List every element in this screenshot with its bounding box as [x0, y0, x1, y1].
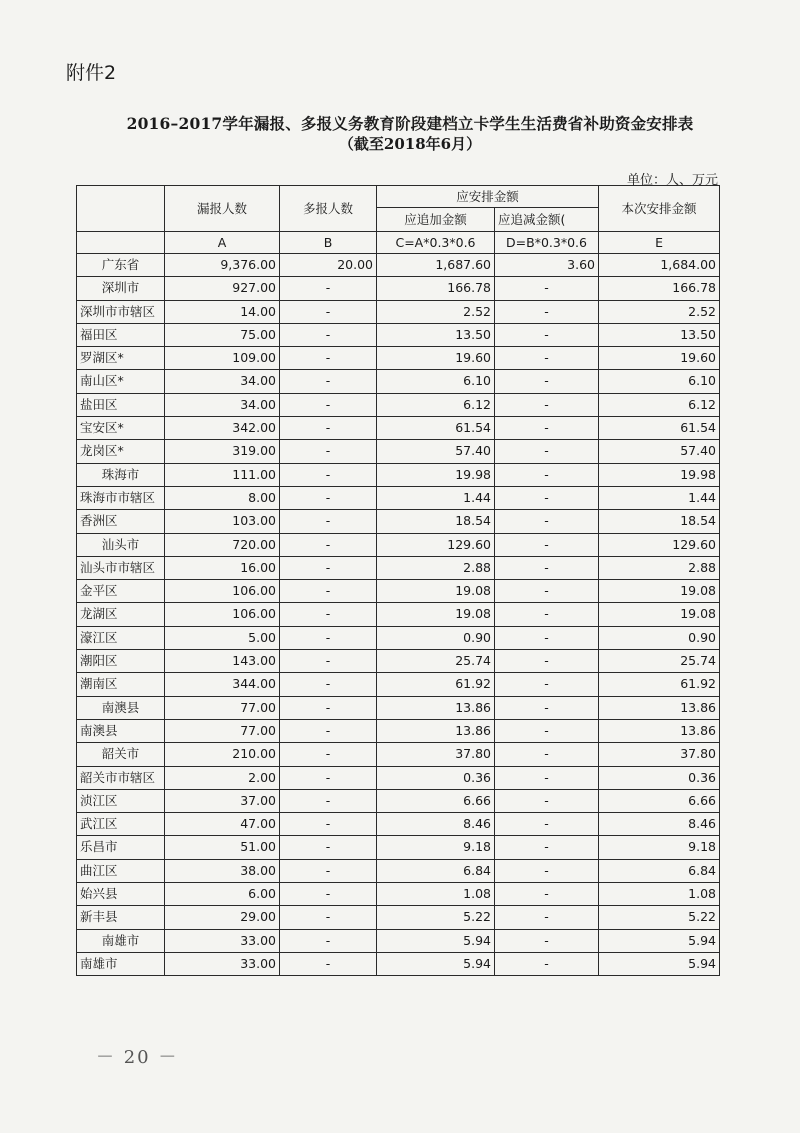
cell-a: 106.00 — [165, 603, 280, 626]
header-group: 应安排金额 — [377, 186, 599, 208]
table-row — [77, 347, 720, 370]
header-e: 本次安排金额 — [599, 186, 720, 232]
table-row — [77, 254, 720, 277]
region-name: 南雄市 — [77, 952, 165, 975]
cell-a: 14.00 — [165, 300, 280, 323]
cell-d: - — [495, 673, 599, 696]
table-body — [77, 186, 720, 976]
cell-d: - — [495, 556, 599, 579]
region-name: 福田区 — [77, 323, 165, 346]
cell-b: - — [280, 370, 377, 393]
unit-note: 单位：人、万元 — [626, 173, 718, 188]
cell-c: 9.18 — [377, 836, 495, 859]
cell-b: - — [280, 323, 377, 346]
cell-d: - — [495, 929, 599, 952]
region-name: 罗湖区* — [77, 347, 165, 370]
cell-e: 2.88 — [599, 556, 720, 579]
formula-row — [77, 232, 720, 254]
cell-c: 19.98 — [377, 463, 495, 486]
cell-c: 6.66 — [377, 789, 495, 812]
table-row — [77, 883, 720, 906]
cell-a: 51.00 — [165, 836, 280, 859]
region-name: 南山区* — [77, 370, 165, 393]
cell-d: - — [495, 393, 599, 416]
cell-a: 2.00 — [165, 766, 280, 789]
cell-b: - — [280, 813, 377, 836]
cell-e: 2.52 — [599, 300, 720, 323]
table-row — [77, 789, 720, 812]
cell-b: - — [280, 929, 377, 952]
table-row — [77, 719, 720, 742]
cell-d: - — [495, 486, 599, 509]
cell-d: - — [495, 696, 599, 719]
region-name: 汕头市市辖区 — [77, 556, 165, 579]
region-name: 韶关市市辖区 — [77, 766, 165, 789]
table-row — [77, 323, 720, 346]
region-name: 宝安区* — [77, 417, 165, 440]
region-name: 南澳县 — [77, 696, 165, 719]
cell-e: 0.36 — [599, 766, 720, 789]
cell-d: - — [495, 719, 599, 742]
cell-a: 16.00 — [165, 556, 280, 579]
table-row — [77, 696, 720, 719]
cell-c: 37.80 — [377, 743, 495, 766]
table-row — [77, 510, 720, 533]
cell-b: - — [280, 859, 377, 882]
cell-e: 0.90 — [599, 626, 720, 649]
cell-e: 9.18 — [599, 836, 720, 859]
cell-c: 1.08 — [377, 883, 495, 906]
formula-region-cell — [77, 232, 165, 254]
cell-b: - — [280, 650, 377, 673]
cell-c: 18.54 — [377, 510, 495, 533]
cell-c: 5.22 — [377, 906, 495, 929]
region-name: 曲江区 — [77, 859, 165, 882]
cell-d: - — [495, 883, 599, 906]
cell-e: 5.22 — [599, 906, 720, 929]
cell-b: - — [280, 347, 377, 370]
region-name: 武江区 — [77, 813, 165, 836]
table-row — [77, 300, 720, 323]
cell-e: 25.74 — [599, 650, 720, 673]
cell-d: - — [495, 277, 599, 300]
region-name: 乐昌市 — [77, 836, 165, 859]
cell-d: 3.60 — [495, 254, 599, 277]
cell-c: 1,687.60 — [377, 254, 495, 277]
cell-e: 37.80 — [599, 743, 720, 766]
cell-e: 1.08 — [599, 883, 720, 906]
cell-b: - — [280, 300, 377, 323]
table-row — [77, 673, 720, 696]
cell-e: 61.54 — [599, 417, 720, 440]
cell-c: 8.46 — [377, 813, 495, 836]
region-name: 珠海市市辖区 — [77, 486, 165, 509]
table-row — [77, 743, 720, 766]
region-name: 浈江区 — [77, 789, 165, 812]
cell-a: 111.00 — [165, 463, 280, 486]
header-a: 漏报人数 — [165, 186, 280, 232]
cell-e: 57.40 — [599, 440, 720, 463]
table-row — [77, 859, 720, 882]
cell-a: 77.00 — [165, 719, 280, 742]
formula-b: B — [280, 232, 377, 254]
region-name: 濠江区 — [77, 626, 165, 649]
region-name: 金平区 — [77, 580, 165, 603]
region-name: 珠海市 — [77, 463, 165, 486]
cell-d: - — [495, 580, 599, 603]
table-row — [77, 370, 720, 393]
cell-a: 77.00 — [165, 696, 280, 719]
cell-e: 19.60 — [599, 347, 720, 370]
cell-c: 0.90 — [377, 626, 495, 649]
region-name: 汕头市 — [77, 533, 165, 556]
table-row — [77, 556, 720, 579]
cell-a: 8.00 — [165, 486, 280, 509]
cell-b: - — [280, 883, 377, 906]
region-name: 潮阳区 — [77, 650, 165, 673]
cell-e: 61.92 — [599, 673, 720, 696]
cell-b: - — [280, 440, 377, 463]
cell-e: 5.94 — [599, 929, 720, 952]
cell-a: 75.00 — [165, 323, 280, 346]
cell-d: - — [495, 300, 599, 323]
table-row — [77, 626, 720, 649]
cell-c: 61.54 — [377, 417, 495, 440]
table-row — [77, 486, 720, 509]
cell-e: 5.94 — [599, 952, 720, 975]
cell-d: - — [495, 836, 599, 859]
cell-e: 13.50 — [599, 323, 720, 346]
table-row — [77, 580, 720, 603]
cell-b: - — [280, 626, 377, 649]
cell-d: - — [495, 952, 599, 975]
table-row — [77, 929, 720, 952]
table-row — [77, 836, 720, 859]
cell-a: 143.00 — [165, 650, 280, 673]
table-row — [77, 393, 720, 416]
cell-b: - — [280, 719, 377, 742]
cell-a: 927.00 — [165, 277, 280, 300]
cell-c: 19.08 — [377, 580, 495, 603]
cell-d: - — [495, 906, 599, 929]
cell-c: 2.52 — [377, 300, 495, 323]
cell-c: 13.86 — [377, 696, 495, 719]
region-name: 广东省 — [77, 254, 165, 277]
cell-d: - — [495, 766, 599, 789]
cell-e: 8.46 — [599, 813, 720, 836]
cell-e: 6.12 — [599, 393, 720, 416]
cell-b: - — [280, 556, 377, 579]
cell-b: - — [280, 486, 377, 509]
cell-b: - — [280, 463, 377, 486]
cell-a: 106.00 — [165, 580, 280, 603]
cell-e: 129.60 — [599, 533, 720, 556]
cell-b: - — [280, 743, 377, 766]
cell-a: 342.00 — [165, 417, 280, 440]
cell-d: - — [495, 626, 599, 649]
table-row — [77, 277, 720, 300]
cell-d: - — [495, 650, 599, 673]
cell-e: 1.44 — [599, 486, 720, 509]
table-row — [77, 603, 720, 626]
cell-a: 720.00 — [165, 533, 280, 556]
cell-a: 29.00 — [165, 906, 280, 929]
page-number: － 20 － — [96, 1047, 179, 1068]
table-row — [77, 766, 720, 789]
formula-d: D=B*0.3*0.6 — [495, 232, 599, 254]
table-row — [77, 906, 720, 929]
cell-d: - — [495, 859, 599, 882]
region-name: 深圳市市辖区 — [77, 300, 165, 323]
cell-b: - — [280, 789, 377, 812]
cell-b: - — [280, 580, 377, 603]
cell-e: 6.10 — [599, 370, 720, 393]
cell-a: 319.00 — [165, 440, 280, 463]
cell-c: 0.36 — [377, 766, 495, 789]
cell-a: 33.00 — [165, 952, 280, 975]
cell-b: - — [280, 696, 377, 719]
cell-b: - — [280, 393, 377, 416]
region-name: 香洲区 — [77, 510, 165, 533]
cell-a: 210.00 — [165, 743, 280, 766]
region-name: 南雄市 — [77, 929, 165, 952]
cell-c: 13.50 — [377, 323, 495, 346]
cell-d: - — [495, 347, 599, 370]
cell-a: 47.00 — [165, 813, 280, 836]
table-row — [77, 463, 720, 486]
cell-a: 103.00 — [165, 510, 280, 533]
cell-e: 19.08 — [599, 580, 720, 603]
cell-a: 5.00 — [165, 626, 280, 649]
cell-a: 38.00 — [165, 859, 280, 882]
cell-c: 19.60 — [377, 347, 495, 370]
region-name: 深圳市 — [77, 277, 165, 300]
cell-a: 109.00 — [165, 347, 280, 370]
region-name: 盐田区 — [77, 393, 165, 416]
cell-b: - — [280, 277, 377, 300]
cell-a: 6.00 — [165, 883, 280, 906]
region-name: 新丰县 — [77, 906, 165, 929]
cell-e: 6.66 — [599, 789, 720, 812]
header-c: 应追加金额 — [377, 208, 495, 232]
cell-d: - — [495, 370, 599, 393]
cell-b: - — [280, 510, 377, 533]
cell-e: 19.08 — [599, 603, 720, 626]
cell-c: 61.92 — [377, 673, 495, 696]
formula-e: E — [599, 232, 720, 254]
region-name: 龙岗区* — [77, 440, 165, 463]
cell-c: 129.60 — [377, 533, 495, 556]
cell-b: - — [280, 836, 377, 859]
region-name: 潮南区 — [77, 673, 165, 696]
cell-c: 57.40 — [377, 440, 495, 463]
table-row — [77, 952, 720, 975]
cell-e: 6.84 — [599, 859, 720, 882]
cell-b: - — [280, 906, 377, 929]
cell-d: - — [495, 603, 599, 626]
header-row — [77, 186, 720, 208]
allocation-table — [76, 185, 720, 976]
header-b: 多报人数 — [280, 186, 377, 232]
cell-d: - — [495, 533, 599, 556]
document-title: 2016–2017学年漏报、多报义务教育阶段建档立卡学生生活费省补助资金安排表 — [126, 114, 694, 133]
table-row — [77, 533, 720, 556]
cell-a: 34.00 — [165, 393, 280, 416]
cell-e: 13.86 — [599, 696, 720, 719]
cell-b: - — [280, 673, 377, 696]
region-name: 南澳县 — [77, 719, 165, 742]
cell-b: - — [280, 533, 377, 556]
cell-a: 344.00 — [165, 673, 280, 696]
document-subtitle: （截至2018年6月） — [338, 135, 482, 153]
formula-a: A — [165, 232, 280, 254]
cell-d: - — [495, 323, 599, 346]
table-row — [77, 650, 720, 673]
cell-a: 34.00 — [165, 370, 280, 393]
cell-c: 5.94 — [377, 929, 495, 952]
cell-a: 9,376.00 — [165, 254, 280, 277]
cell-c: 6.10 — [377, 370, 495, 393]
cell-b: - — [280, 417, 377, 440]
formula-c: C=A*0.3*0.6 — [377, 232, 495, 254]
cell-c: 1.44 — [377, 486, 495, 509]
cell-c: 5.94 — [377, 952, 495, 975]
cell-c: 25.74 — [377, 650, 495, 673]
cell-d: - — [495, 417, 599, 440]
cell-b: - — [280, 952, 377, 975]
table-row — [77, 417, 720, 440]
cell-b: 20.00 — [280, 254, 377, 277]
cell-c: 19.08 — [377, 603, 495, 626]
header-d: 应追减金额( — [495, 208, 599, 232]
header-region-cell — [77, 186, 165, 232]
cell-c: 166.78 — [377, 277, 495, 300]
cell-e: 1,684.00 — [599, 254, 720, 277]
table-row — [77, 813, 720, 836]
cell-d: - — [495, 789, 599, 812]
cell-d: - — [495, 743, 599, 766]
cell-c: 13.86 — [377, 719, 495, 742]
cell-c: 2.88 — [377, 556, 495, 579]
cell-b: - — [280, 766, 377, 789]
attachment-label: 附件2 — [66, 62, 117, 84]
cell-e: 13.86 — [599, 719, 720, 742]
cell-e: 18.54 — [599, 510, 720, 533]
cell-a: 33.00 — [165, 929, 280, 952]
cell-c: 6.84 — [377, 859, 495, 882]
cell-b: - — [280, 603, 377, 626]
cell-d: - — [495, 813, 599, 836]
region-name: 龙湖区 — [77, 603, 165, 626]
cell-d: - — [495, 463, 599, 486]
cell-e: 19.98 — [599, 463, 720, 486]
cell-d: - — [495, 510, 599, 533]
region-name: 韶关市 — [77, 743, 165, 766]
cell-d: - — [495, 440, 599, 463]
cell-a: 37.00 — [165, 789, 280, 812]
cell-c: 6.12 — [377, 393, 495, 416]
region-name: 始兴县 — [77, 883, 165, 906]
table-row — [77, 440, 720, 463]
cell-e: 166.78 — [599, 277, 720, 300]
